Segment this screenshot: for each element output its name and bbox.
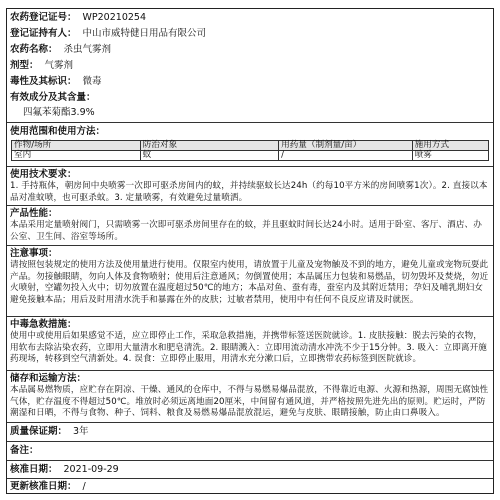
formulation-label: 剂型： — [10, 60, 39, 71]
features-section — [7, 208, 493, 243]
holder-value: 中山市威特健日用品有限公司 — [82, 28, 207, 39]
storage-title: 储存和运输方法： — [10, 373, 87, 384]
table-header-row — [12, 141, 489, 151]
cell-crop: 室内 — [12, 151, 141, 161]
divider — [7, 370, 493, 371]
approve-date-label: 核准日期： — [10, 464, 58, 475]
divider — [7, 205, 493, 206]
header-target: 防治对象 — [140, 141, 278, 151]
toxicity-value: 微毒 — [82, 76, 102, 87]
poisoning-section — [7, 319, 493, 366]
renew-date-value: / — [82, 481, 86, 492]
cell-method: 喷雾 — [412, 151, 488, 161]
divider — [7, 122, 493, 123]
divider — [7, 441, 493, 442]
remarks-row — [7, 445, 493, 457]
renew-date-row — [7, 481, 493, 493]
cautions-text: 请按照包装规定的使用方法及使用量进行使用。仅限室内使用，请放置于儿童及宠物触及不到的地方，避免儿童或宠物玩耍此产品。勿接触眼睛，勿向人体及食物喷射；使用后注意通风；勿倒置使用；本品属压力包装和易燃品，切勿毁坏及焚烧，勿近火喷射，空罐勿投入火中；切勿放置在温度超过50℃的地方；本品对鱼、蚕有毒，蚕室内及其附近禁用；孕妇及哺乳期妇女避免接触本品；用后及时用清水洗手和暴露在外的皮肤；过敏者禁用，使用中有任何不良反应请及时就医。 — [10, 260, 489, 305]
poisoning-text: 使用中或使用后如果感觉不适，应立即停止工作，采取急救措施，并携带标签送医院就诊。1. 皮肤接触：脱去污染的衣物，用软布去除沾染农药，立即用大量清水和肥皂清洗。2. 眼睛溅入：立即用流动清水冲洗不少于15分钟。3. 吸入：立即离开施药现场，转移到空气清新处。4. 误食：立即停止服用，用清水充分漱口后，立即携带农药标签到医院就诊。 — [10, 331, 487, 365]
approve-date-value: 2021-09-29 — [63, 464, 119, 475]
ingredients-title-row — [7, 92, 493, 104]
header-dosage: 用药量（制剂量/亩） — [279, 141, 413, 151]
cautions-title: 注意事项： — [10, 248, 58, 259]
name-row — [7, 44, 493, 56]
name-value: 杀虫气雾剂 — [63, 44, 112, 55]
shelf-life-row — [7, 426, 493, 438]
storage-section — [7, 373, 493, 420]
toxicity-row — [7, 76, 493, 88]
divider — [7, 460, 493, 461]
features-title: 产品性能： — [10, 208, 58, 219]
divider — [7, 422, 493, 423]
divider — [7, 166, 493, 167]
cautions-section — [7, 248, 493, 306]
storage-text: 本品属易燃物质，应贮存在阴凉、干燥、通风的仓库中，不得与易燃易爆品混放，不得靠近电源、火源和热源，周围无腐蚀性气体，贮存温度不得超过50℃。堆放时必须远离地面20厘米，中间留有通风道，并严格按照先进先出的原则。贮运时，严防潮湿和日晒，不得与食物、种子、饲料、粮食及易燃易爆品混放混运，避免与皮肤、眼睛接触，防止由口鼻吸入。 — [10, 385, 489, 419]
toxicity-label: 毒性及其标识： — [10, 76, 77, 87]
tech-section — [7, 169, 493, 204]
tech-text: 1. 手持瓶体，朝房间中央喷雾一次即可驱杀房间内的蚊，并持续驱蚊长达24h（约每10平方米的房间喷雾1次）。2. 直接以本品对准蚊喷，也可驱杀蚊。3. 定量喷雾，有效避免过量喷洒。 — [10, 181, 488, 203]
features-text: 本品采用定量喷射阀门，只需喷雾一次即可驱杀房间里存在的蚊，并且驱蚊时间长达24小时。适用于卧室、客厅、酒店、办公室、卫生间、浴室等场所。 — [10, 220, 482, 242]
cell-target: 蚊 — [140, 151, 278, 161]
table-row — [12, 151, 489, 161]
name-label: 农药名称： — [10, 44, 58, 55]
shelf-life-label: 质量保证期： — [10, 426, 68, 437]
reg-no-label: 农药登记证号： — [10, 12, 77, 23]
scope-title: 使用范围和使用方法： — [10, 126, 106, 137]
ingredients-value: 四氟苯菊酯3.9% — [23, 107, 95, 118]
formulation-row — [7, 60, 493, 72]
holder-label: 登记证持有人： — [10, 28, 77, 39]
tech-title: 使用技术要求： — [10, 169, 77, 180]
shelf-life-value: 3年 — [73, 426, 89, 437]
reg-no-value: WP20210254 — [82, 12, 146, 23]
divider — [7, 478, 493, 479]
approve-date-row — [7, 464, 493, 476]
remarks-label: 备注： — [10, 445, 39, 456]
reg-no-row — [7, 12, 493, 24]
label-frame — [6, 8, 494, 494]
renew-date-label: 更新核准日期： — [10, 481, 77, 492]
holder-row — [7, 28, 493, 40]
scope-table — [11, 140, 489, 161]
header-crop: 作物/场所 — [12, 141, 141, 151]
header-method: 施用方式 — [412, 141, 488, 151]
ingredients-value-row — [7, 107, 493, 119]
cell-dosage: / — [279, 151, 413, 161]
ingredients-label: 有效成分及其含量： — [10, 92, 96, 103]
formulation-value: 气雾剂 — [44, 60, 74, 71]
divider — [7, 316, 493, 317]
poisoning-title: 中毒急救措施： — [10, 319, 77, 330]
divider — [7, 245, 493, 246]
